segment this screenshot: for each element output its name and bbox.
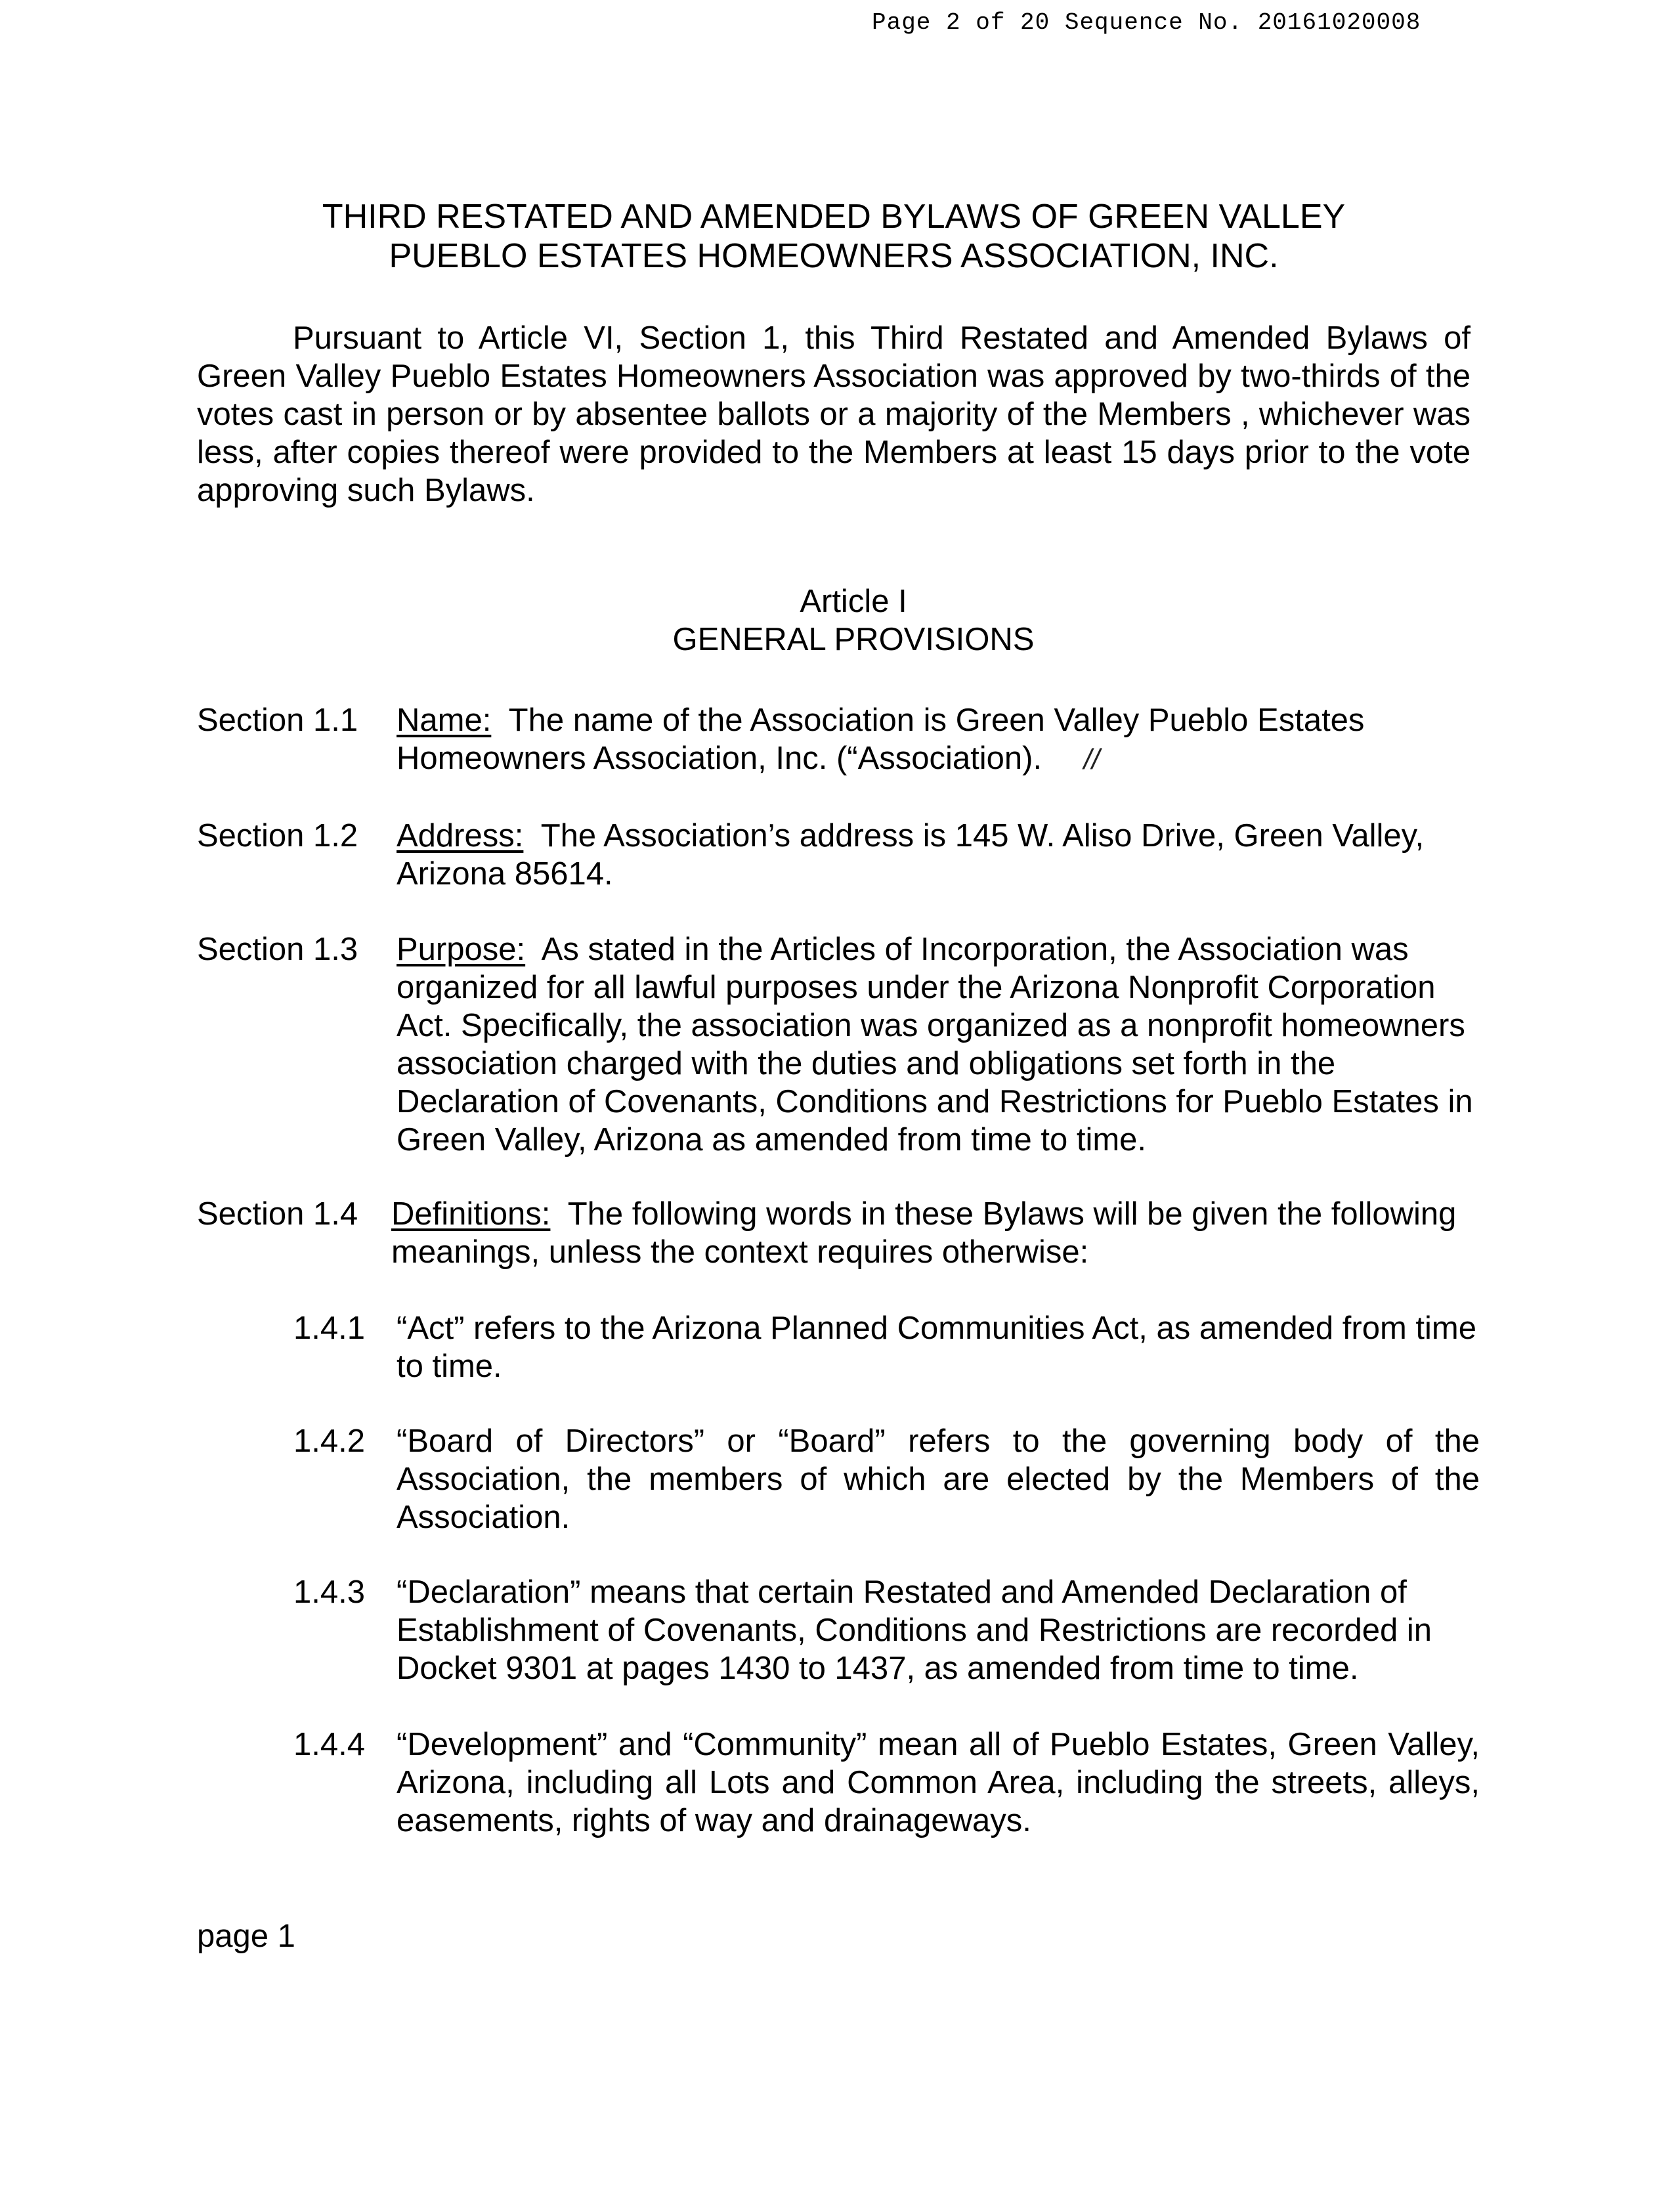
- section-text: The following words in these Bylaws will be given the following meanings, unless the context requires otherwise:: [391, 1196, 1457, 1270]
- definition-label-1-4-4: 1.4.4: [293, 1727, 365, 1762]
- section-text: The name of the Association is Green Valley Pueblo Estates Homeowners Association, Inc. (“Association).: [397, 703, 1365, 776]
- article-title: GENERAL PROVISIONS: [672, 622, 1035, 657]
- section-body-1-2: [397, 817, 1480, 893]
- section-body-1-1: [397, 701, 1480, 779]
- section-label-1-2: Section 1.2: [197, 818, 358, 854]
- definition-body-1-4-3: “Declaration” means that certain Restated and Amended Declaration of Establishment of Covenants, Conditions and Restrictions are recorded in Docket 9301 at pages 1430 to 1437, as amended from time to time.: [397, 1574, 1432, 1686]
- definition-label-1-4-3: 1.4.3: [293, 1574, 365, 1610]
- document-title: [197, 197, 1471, 276]
- section-body-1-3: [397, 930, 1480, 1159]
- article-number: Article I: [800, 584, 907, 619]
- section-text: The Association’s address is 145 W. Aliso Drive, Green Valley, Arizona 85614.: [397, 818, 1425, 892]
- page-number: page 1: [197, 1919, 295, 1954]
- definition-body-1-4-2: “Board of Directors” or “Board” refers to the governing body of the Association, the members of which are elected by the Members of the Association.: [397, 1423, 1480, 1535]
- definition-body-1-4-1: “Act” refers to the Arizona Planned Communities Act, as amended from time to time.: [397, 1311, 1476, 1384]
- section-term: Definitions:: [391, 1196, 551, 1232]
- section-term: Address:: [397, 818, 524, 854]
- section-label-1-3: Section 1.3: [197, 932, 358, 967]
- title-line-1: THIRD RESTATED AND AMENDED BYLAWS OF GREEN VALLEY: [322, 198, 1346, 236]
- section-term: Purpose:: [397, 932, 526, 967]
- section-body-1-4: [391, 1195, 1474, 1271]
- definition-label-1-4-2: 1.4.2: [293, 1423, 365, 1459]
- section-label-1-4: Section 1.4: [197, 1196, 358, 1232]
- section-label-1-1: Section 1.1: [197, 703, 358, 738]
- section-text: As stated in the Articles of Incorporation, the Association was organized for all lawful purposes under the Arizona Nonprofit Corporation Act. Specifically, the association was organized as a nonprofit homeowners association charged with the duties and obligations set forth in the Declaration of Covenants, Conditions and Restrictions for Pueblo Estates in Green Valley, Arizona as amended from time to time.: [397, 932, 1473, 1158]
- definition-label-1-4-1: 1.4.1: [293, 1311, 365, 1346]
- intro-paragraph: Pursuant to Article VI, Section 1, this Third Restated and Amended Bylaws of Green Valley Pueblo Estates Homeowners Association was approved by two-thirds of the votes cast in person or by absentee ballots or a majority of the Members , whichever was less, after copies thereof were provided to the Members at least 15 days prior to the vote approving such Bylaws.: [197, 320, 1471, 508]
- section-term: Name:: [397, 703, 492, 738]
- definition-body-1-4-4: “Development” and “Community” mean all of Pueblo Estates, Green Valley, Arizona, including all Lots and Common Area, including the streets, alleys, easements, rights of way and drainageways.: [397, 1727, 1480, 1838]
- article-heading: [197, 582, 1510, 659]
- margin-mark: //: [1083, 743, 1100, 775]
- page-sequence-stamp: Page 2 of 20 Sequence No. 20161020008: [872, 9, 1421, 36]
- title-line-2: PUEBLO ESTATES HOMEOWNERS ASSOCIATION, INC.: [389, 237, 1279, 275]
